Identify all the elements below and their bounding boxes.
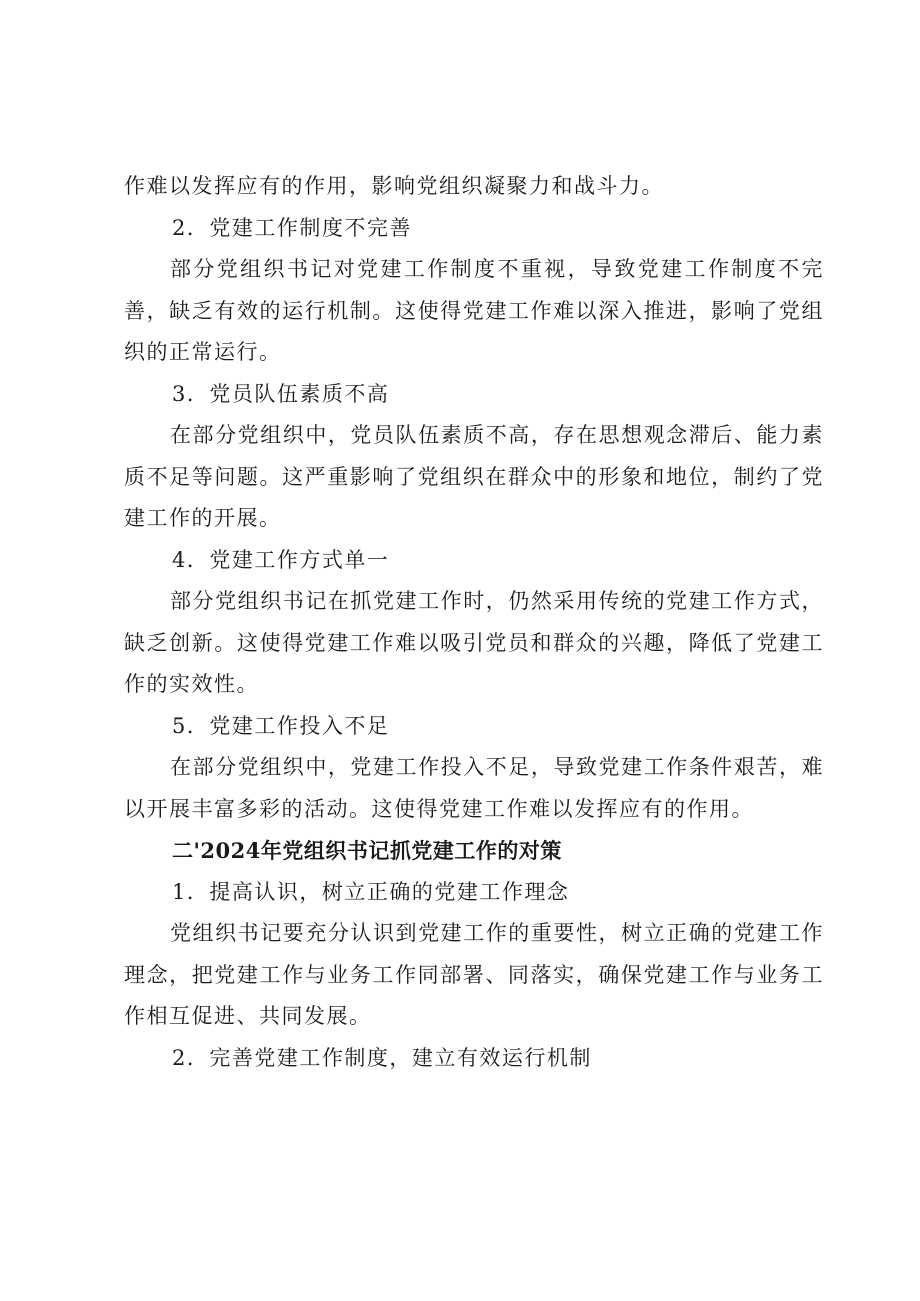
subheading-3-member-quality: 3．党员队伍素质不高	[172, 381, 390, 406]
paragraph-continuation: 作难以发挥应有的作用，影响党组织凝聚力和战斗力。	[124, 174, 664, 198]
paragraph-system-incomplete: 部分党组织书记对党建工作制度不重视，导致党建工作制度不完善，缺乏有效的运行机制。这使得党建工作难以深入推进，影响了党组织的正常运行。	[124, 257, 824, 364]
subheading-1-raise-awareness: 1．提高认识，树立正确的党建工作理念	[172, 879, 570, 904]
section-title-countermeasures: 二'2024年党组织书记抓党建工作的对策	[172, 838, 562, 863]
paragraph-member-quality: 在部分党组织中，党员队伍素质不高，存在思想观念滞后、能力素质不足等问题。这严重影响了党组织在群众中的形象和地位，制约了党建工作的开展。	[124, 423, 824, 530]
subheading-5-insufficient-input: 5．党建工作投入不足	[172, 713, 390, 738]
document-body	[124, 166, 824, 1079]
subheading-4-single-method: 4．党建工作方式单一	[172, 547, 390, 572]
subheading-2-improve-system: 2．完善党建工作制度，建立有效运行机制	[172, 1045, 592, 1070]
paragraph-single-method: 部分党组织书记在抓党建工作时，仍然采用传统的党建工作方式，缺乏创新。这使得党建工作难以吸引党员和群众的兴趣，降低了党建工作的实效性。	[124, 589, 824, 696]
paragraph-raise-awareness: 党组织书记要充分认识到党建工作的重要性，树立正确的党建工作理念，把党建工作与业务工作同部署、同落实，确保党建工作与业务工作相互促进、共同发展。	[124, 921, 824, 1028]
subheading-2-system-incomplete: 2．党建工作制度不完善	[172, 215, 412, 240]
paragraph-insufficient-input: 在部分党组织中，党建工作投入不足，导致党建工作条件艰苦，难以开展丰富多彩的活动。这使得党建工作难以发挥应有的作用。	[124, 755, 824, 821]
